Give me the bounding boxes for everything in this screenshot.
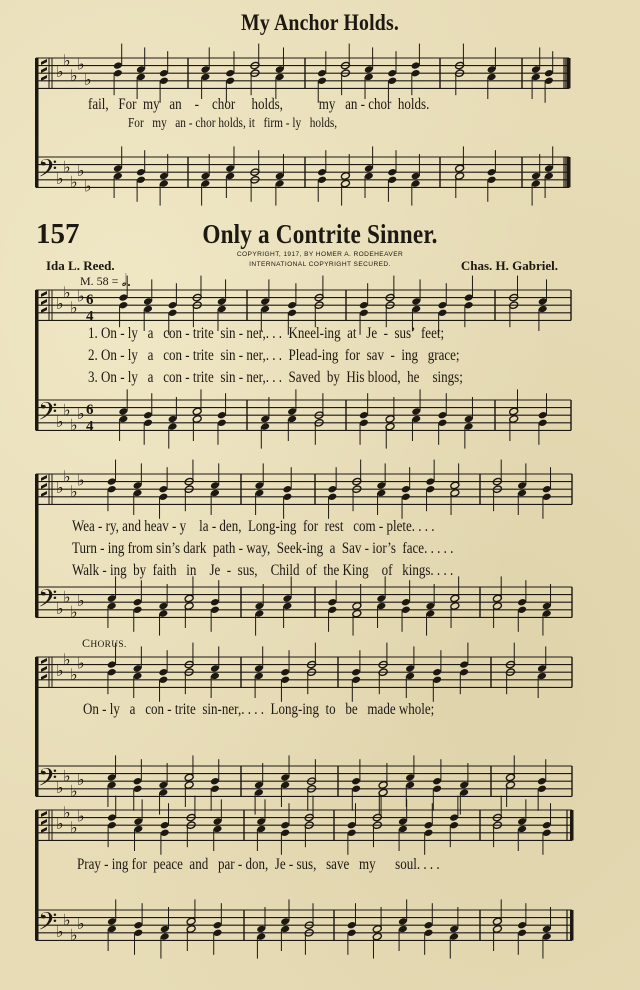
flat-icon: ♭ [70, 172, 78, 192]
flat-icon: ♭ [84, 176, 92, 196]
metronome-text: M. 58 = [80, 274, 119, 288]
final-barline-thick [570, 810, 574, 840]
flat-icon: ♭ [70, 298, 78, 317]
bass-clef-icon: 𝄢 [38, 584, 58, 620]
song-title-only-a-contrite-sinner: Only a Contrite Sinner. [202, 219, 438, 249]
flat-icon: ♭ [56, 921, 64, 941]
verse-2-line: Turn - ing from sin’s dark path - way, Seek-ing a Sav - ior’s face. . . . . [72, 540, 454, 557]
final-barline-thick [570, 910, 574, 940]
flat-icon: ♭ [77, 591, 85, 611]
flat-icon: ♭ [56, 411, 64, 431]
flat-icon: ♭ [77, 286, 85, 306]
flat-icon: ♭ [70, 818, 78, 837]
flat-icon: ♭ [63, 466, 71, 486]
flat-icon: ♭ [63, 400, 71, 420]
verse-3-line: Walk - ing by faith in Je - sus, Child of the King of kings. . . . [72, 562, 454, 579]
flat-icon: ♭ [63, 587, 71, 607]
time-signature-numerator: 6 [86, 402, 94, 419]
chorus-line: On - ly a con - trite sin-ner,. . . . Long-ing to be made whole; [83, 701, 435, 718]
flat-icon: ♭ [56, 62, 64, 82]
copyright-line: INTERNATIONAL COPYRIGHT SECURED. [249, 261, 391, 268]
treble-clef-icon [41, 475, 47, 497]
flat-icon: ♭ [63, 282, 71, 302]
flat-icon: ♭ [56, 478, 64, 498]
flat-icon: ♭ [70, 415, 78, 435]
chorus-line: Pray - ing for peace and par - don, Je - sus, save my soul. . . . [77, 856, 440, 873]
treble-clef-icon [41, 658, 47, 680]
flat-icon: ♭ [70, 66, 78, 85]
flat-icon: ♭ [56, 598, 64, 618]
flat-icon: ♭ [63, 802, 71, 822]
system-bracket [35, 657, 39, 796]
bass-clef-icon: 𝄢 [38, 154, 58, 190]
time-signature-numerator: 6 [86, 292, 94, 309]
flat-icon: ♭ [84, 69, 92, 89]
flat-icon: ♭ [70, 482, 78, 501]
composer-credit: Chas. H. Gabriel. [460, 258, 558, 273]
verse-1-line: Wea - ry, and heav - y la - den, Long-ing for rest com - plete. . . . [72, 518, 435, 535]
system-bracket [35, 58, 39, 187]
time-signature-denominator: 4 [86, 418, 94, 435]
treble-clef-icon [41, 59, 47, 81]
flat-icon: ♭ [63, 766, 71, 786]
verse-3-line: 3. On - ly a con - trite sin - ner,. . . Saved by His blood, he sings; [88, 369, 463, 386]
verse-2-line: 2. On - ly a con - trite sin - ner,. . . Plead-ing for sav - ing grace; [88, 347, 460, 364]
flat-icon: ♭ [56, 168, 64, 188]
flat-icon: ♭ [77, 806, 85, 826]
bass-clef-icon: 𝄢 [38, 397, 58, 433]
flat-icon: ♭ [77, 914, 85, 934]
flat-icon: ♭ [63, 157, 71, 177]
song-title-my-anchor-holds: My Anchor Holds. [241, 10, 399, 35]
bass-clef-icon: 𝄢 [38, 907, 58, 943]
hymn-number: 157 [36, 218, 80, 250]
bass-clef-icon: 𝄢 [38, 763, 58, 799]
flat-icon: ♭ [63, 649, 71, 669]
final-barline-thick [567, 58, 571, 88]
flat-icon: ♭ [56, 661, 64, 681]
flat-icon: ♭ [77, 404, 85, 424]
flat-icon: ♭ [77, 54, 85, 74]
copyright-line: COPYRIGHT, 1917, BY HOMER A. RODEHEAVER [236, 251, 404, 258]
chorus-label: CHORUS. [82, 636, 127, 650]
system-bracket [35, 290, 39, 430]
flat-icon: ♭ [77, 770, 85, 790]
flat-icon: ♭ [70, 781, 78, 801]
dotted-half-note-icon: 𝅗𝅥. [121, 271, 132, 290]
lyric-line: fail, For my an - chor holds, my an - chor holds. [88, 96, 430, 113]
system-bracket [35, 474, 39, 617]
time-signature-denominator: 4 [86, 308, 94, 325]
final-barline-thick [567, 157, 571, 187]
flat-icon: ♭ [77, 161, 85, 181]
verse-1-line: 1. On - ly a con - trite sin - ner,. . . Kneel-ing at Je - sus’ feet; [88, 325, 445, 342]
metronome-marking [80, 270, 131, 290]
treble-clef-icon [41, 811, 47, 833]
system-bracket [35, 810, 39, 940]
flat-icon: ♭ [56, 777, 64, 797]
treble-clef-icon [41, 291, 47, 313]
lyric-line: For my an - chor holds, it firm - ly holds, [128, 115, 338, 130]
lyricist-credit: Ida L. Reed. [46, 258, 115, 273]
flat-icon: ♭ [70, 665, 78, 684]
flat-icon: ♭ [77, 653, 85, 673]
flat-icon: ♭ [63, 910, 71, 930]
flat-icon: ♭ [63, 50, 71, 70]
flat-icon: ♭ [56, 294, 64, 314]
flat-icon: ♭ [56, 814, 64, 834]
flat-icon: ♭ [70, 602, 78, 622]
flat-icon: ♭ [70, 925, 78, 945]
flat-icon: ♭ [77, 470, 85, 490]
